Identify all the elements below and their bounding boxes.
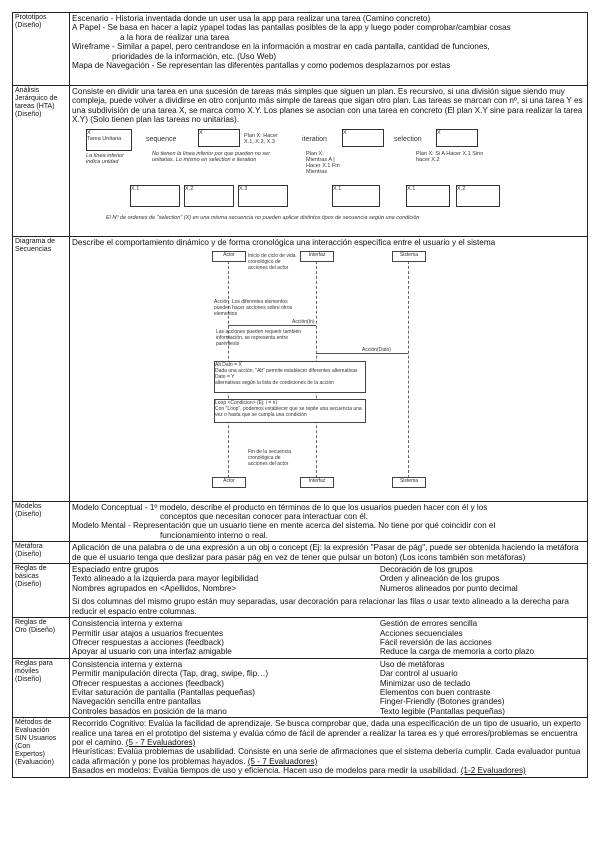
rule-item: Fácil reversión de las acciones bbox=[379, 637, 492, 647]
row-metafora bbox=[13, 542, 588, 564]
row-content bbox=[70, 236, 588, 501]
rule-item: Texto alineado a la izquierda para mayor legibilidad bbox=[72, 574, 259, 584]
row-content bbox=[70, 658, 588, 717]
subtask-box: X.2 bbox=[184, 185, 234, 207]
rule-item: Texto legible (Pantallas pequeñas) bbox=[379, 706, 505, 716]
evaluator-count: (5 - 7 Evaluadores) bbox=[125, 737, 196, 747]
paragraph: Basados en modelos: Evalúa tiempos de uso y eficiencia. Hacen uso de modelos para medir la usabilidad. (1-2 Evaluadores) bbox=[72, 766, 526, 776]
rule-item: Controles basados en posición de la mano bbox=[72, 706, 227, 716]
rule-item: Gestión de errores sencilla bbox=[379, 619, 478, 629]
response-note: Las acciones pueden requerir también información, se representa entre paréntesis bbox=[216, 329, 302, 348]
row-hta bbox=[13, 86, 588, 237]
sequence-diagram bbox=[212, 249, 422, 489]
row-content bbox=[70, 618, 588, 659]
rule-item: Ofrecer respuestas a acciones (feedback) bbox=[72, 678, 224, 688]
text-line: Mapa de Navegación - Se representan las diferentes pantallas y como podemos desplazarnos por estas bbox=[72, 61, 451, 71]
row-evaluacion bbox=[13, 718, 588, 777]
loop-frame: Loop <Condicion> (Ej: i = n) Con "Loop", podemos establecer que se repite una secuencia una vez o hasta que se cumpla una condición bbox=[214, 399, 366, 423]
subtask-box: X.1 bbox=[406, 185, 450, 207]
row-reglas-moviles bbox=[13, 658, 588, 717]
sequence-note: No tienen la línea inferior por que pueden no ser unitarias. Lo mismo en selection e iteration bbox=[152, 150, 271, 163]
rule-item: Espaciado entre grupos bbox=[72, 565, 159, 575]
paragraph: Aplicación de una palabra o de una expresión a un obj o concept (Ej: la expresión "Pasar de pág", puede ser obtenida haciendo la metáfora de que el usuario tenga que deslizar para pasar pág en vez de tener que pulsar un boton) (Los icons también son metáforas) bbox=[72, 543, 579, 562]
subtask-box: X.3 bbox=[238, 185, 288, 207]
paragraph: Describe el comportamiento dinámico y de forma cronológica una interacción específica entre el usuario y el sistema bbox=[72, 237, 496, 247]
rule-item: Apoyar al usuario con una interfaz amigable bbox=[72, 647, 232, 657]
iteration-plan: Plan X: Mientras A | Hacer X.1 Fin Mientras bbox=[306, 150, 340, 175]
sistema-box: Sistema bbox=[392, 251, 426, 262]
alt-frame: Alt Dato = X Dada una acción, "Alt" permite establecer diferentes alternativas Dato = Y alternativas según la lista de condiciones de la acción bbox=[214, 361, 366, 393]
rule-item: Nombres agrupados en <Apellidos, Nombre> bbox=[72, 583, 237, 593]
rule-item: Evitar saturación de pantalla (Pantallas pequeñas) bbox=[72, 687, 255, 697]
study-sheet bbox=[12, 12, 588, 778]
row-reglas-oro bbox=[13, 618, 588, 659]
row-label: Reglas de Oro (Diseño) bbox=[13, 618, 70, 659]
iteration-box: X bbox=[342, 129, 384, 147]
row-label: Prototipos (Diseño) bbox=[13, 13, 70, 86]
rule-item: Permitir manipulación directa (Tap, drag, swipe, flip…) bbox=[72, 669, 269, 679]
row-label: Metáfora (Diseño) bbox=[13, 542, 70, 564]
accion-in: Acción(In) bbox=[292, 319, 315, 326]
rule-item: Navegación sencilla entre pantallas bbox=[72, 697, 201, 707]
figure-footnote: El Nº de ordenes de "selection" (X) en una misma secuencia no pueden aplicar distintos tipos de secuencia según una condición bbox=[106, 214, 420, 221]
selection-plan: Plan X: Si A Hacer X.1 Sino hacer X.2 bbox=[416, 150, 484, 163]
rule-item: Numeros alineados por punto decimal bbox=[379, 583, 518, 593]
row-label: Métodos de Evaluación SIN Usuarios (Con Expertos) (Evaluación) bbox=[13, 718, 70, 777]
text-line: conceptos que necesitan conocer para interactuar con él. bbox=[160, 512, 369, 522]
subtask-box: X.2 bbox=[456, 185, 500, 207]
rule-item: Reduce la carga de memoria a corto plazo bbox=[379, 647, 535, 657]
row-content bbox=[70, 718, 588, 777]
row-reglas-basicas bbox=[13, 564, 588, 618]
task-box: X Tarea Unitaria bbox=[86, 129, 132, 151]
row-label: Reglas para móviles (Diseño) bbox=[13, 658, 70, 717]
paragraph: Recorrido Cognitivo: Evalúa la facilidad de aprendizaje. Se busca comprobar que, dada una especificación de un tipo de usuario, un experto realice una tarea en el prototipo del sistema y evalúa cómo de fácil de aprender a realizar la tarea es y qué errores/problemas se encuentra por el camino. (5 - 7 Evaluadores) bbox=[72, 719, 581, 747]
interfaz-box: Interfaz bbox=[300, 477, 334, 488]
row-secuencias bbox=[13, 236, 588, 501]
note-bottom: Fin de la secuencia cronológica de acciones del actor bbox=[248, 449, 292, 468]
rule-item: Uso de metáforas bbox=[379, 659, 445, 669]
row-content bbox=[70, 86, 588, 237]
row-modelos bbox=[13, 501, 588, 542]
subtask-box: X.1 bbox=[130, 185, 180, 207]
actor-box: Actor bbox=[212, 477, 246, 488]
rule-item: Permitir usar atajos a usuarios frecuentes bbox=[72, 628, 224, 638]
sequence-box: X bbox=[198, 129, 240, 147]
evaluator-count: (5 - 7 Evaluadores) bbox=[247, 756, 318, 766]
row-content bbox=[70, 542, 588, 564]
rule-item: Ofrecer respuestas a acciones (feedback) bbox=[72, 637, 224, 647]
task-caption: La línea inferior indica unidad bbox=[86, 152, 124, 165]
rule-item: Dar control al usuario bbox=[379, 669, 458, 679]
text-line: funcionamiento interno o real. bbox=[160, 530, 268, 540]
selection-label: selection bbox=[394, 135, 422, 143]
row-label: Modelos (Diseño) bbox=[13, 501, 70, 542]
text-line: Modelo Mental - Representación que un usuario tiene en mente acerca del sistema. No tiene por qué coincidir con el bbox=[72, 521, 496, 531]
text-line: Wireframe - Similar a papel, pero centrandose en la información a mostrar en cada pantalla, cantidad de funciones, bbox=[72, 42, 490, 52]
evaluator-count: (1-2 Evaluadores) bbox=[460, 766, 526, 776]
interfaz-box: Interfaz bbox=[300, 251, 334, 262]
selection-box: X bbox=[436, 129, 478, 147]
row-content bbox=[70, 13, 588, 86]
row-content bbox=[70, 501, 588, 542]
paragraph: Consiste en dividir una tarea en una sucesión de tareas más simples que siguen un plan. Es recursivo, si una división sigue siendo muy compleja, puede volver a dividirse en otro conjunto más simple de tareas que sigan otro plan. Las tareas se marcan con nº, si una tarea Y es una subdivisión de una tarea X, se marca como X.Y. Los planes se asocian con una tarea en concreto (El plan X.Y sine para realizar la tarea X.Y) (Solo tienen plan las tareas no unitarias). bbox=[72, 87, 583, 125]
row-content bbox=[70, 564, 588, 618]
action-note: Acción: Los diferentes elementos pueden hacer acciones sobre otros elementos bbox=[214, 299, 293, 318]
text-line: A Papel - Se basa en hacer a lapiz ypapel todas las pantallas posibles de la app y luego poder comprobar/cambiar cosas bbox=[72, 23, 511, 33]
actor-box: Actor bbox=[212, 251, 246, 262]
row-prototipos bbox=[13, 13, 588, 86]
paragraph: Si dos columnas del mismo grupo están muy separadas, usar decoración para relacionar las filas o usar texto alineado a la derecha para reducir el espacio entre columnas. bbox=[72, 597, 569, 616]
summary-table bbox=[12, 12, 588, 778]
hta-figure bbox=[86, 127, 526, 235]
rule-item: Consistencia interna y externa bbox=[72, 619, 183, 629]
text-line: Escenario - Historia inventada donde un user usa la app para realizar una tarea (Camino concreto) bbox=[72, 14, 431, 23]
rule-item: Decoración de los grupos bbox=[379, 565, 473, 575]
rule-item: Consistencia interna y externa bbox=[72, 659, 183, 669]
row-label: Análisis Jerárquico de tareas (HTA) (Diseño) bbox=[13, 86, 70, 237]
iteration-label: iteration bbox=[302, 135, 327, 143]
row-label: Diagrama de Secuencias bbox=[13, 236, 70, 501]
row-label: Reglas de básicas (Diseño) bbox=[13, 564, 70, 618]
text-line: Modelo Conceptual - 1º modelo, describe el producto en términos de lo que los usuarios pueden hacer con él y los bbox=[72, 502, 488, 512]
text-line: a la hora de realizar una tarea bbox=[120, 32, 230, 42]
sistema-box: Sistema bbox=[392, 477, 426, 488]
rule-item: Elementos con buen contraste bbox=[379, 687, 491, 697]
rule-item: Minimizar uso de teclado bbox=[379, 678, 471, 688]
subtask-box: X.1 bbox=[332, 185, 380, 207]
accion-dato: Acción(Dato) bbox=[362, 347, 391, 354]
sequence-label: sequence bbox=[146, 135, 177, 143]
text-line: prioridades de la información, etc. (Uso Web) bbox=[112, 51, 277, 61]
rule-item: Orden y alineación de los grupos bbox=[379, 574, 500, 584]
rule-item: Finger-Friendly (Botones grandes) bbox=[379, 697, 505, 707]
note-top: Inicio de ciclo de vida cronológico de acciones del actor bbox=[248, 253, 296, 272]
rule-item: Acciones secuenciales bbox=[379, 628, 463, 638]
sequence-plan: Plan X: Hacer X.1, X.2, X.3 bbox=[244, 132, 278, 145]
paragraph: Heurísticas: Evalúa problemas de usabilidad. Consiste en una serie de afirmaciones que el sistema debería cumplir. Cada evaluador puntua cada afirmación y pone los problemas hayados. (5 - 7 Evaluadores) bbox=[72, 747, 581, 766]
